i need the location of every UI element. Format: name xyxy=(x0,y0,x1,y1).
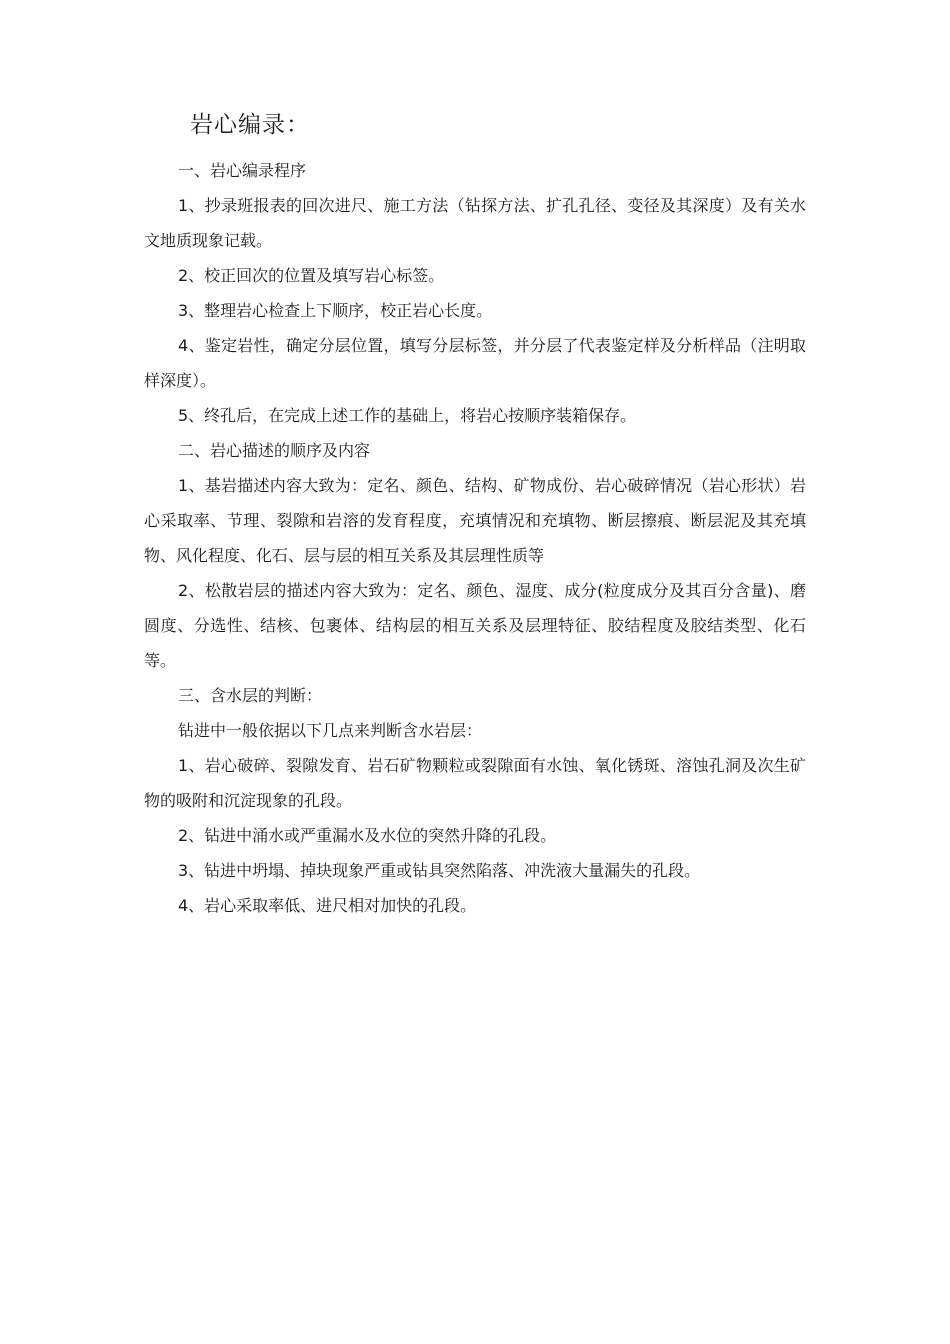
document-body xyxy=(144,153,806,923)
section-heading-2: 二、岩心描述的顺序及内容 xyxy=(178,441,371,460)
document-title: 岩心编录： xyxy=(190,112,310,138)
paragraph: 1、岩心破碎、裂隙发育、岩石矿物颗粒或裂隙面有水蚀、氧化锈斑、溶蚀孔洞及次生矿物的吸附和沉淀现象的孔段。 xyxy=(144,756,806,810)
section-heading-3: 三、含水层的判断： xyxy=(178,686,323,705)
paragraph: 3、整理岩心检查上下顺序，校正岩心长度。 xyxy=(178,301,493,320)
paragraph: 4、岩心采取率低、进尺相对加快的孔段。 xyxy=(178,896,477,915)
paragraph: 2、钻进中涌水或严重漏水及水位的突然升降的孔段。 xyxy=(178,826,557,845)
paragraph: 5、终孔后，在完成上述工作的基础上，将岩心按顺序装箱保存。 xyxy=(178,406,637,425)
paragraph: 2、校正回次的位置及填写岩心标签。 xyxy=(178,266,445,285)
paragraph: 1、基岩描述内容大致为：定名、颜色、结构、矿物成份、岩心破碎情况（岩心形状）岩心采取率、节理、裂隙和岩溶的发育程度，充填情况和充填物、断层擦痕、断层泥及其充填物、风化程度、化石、层与层的相互关系及其层理性质等 xyxy=(144,476,806,565)
paragraph: 1、抄录班报表的回次进尺、施工方法（钻探方法、扩孔孔径、变径及其深度）及有关水文地质现象记载。 xyxy=(144,196,806,250)
section-heading-1: 一、岩心编录程序 xyxy=(178,161,307,180)
paragraph: 钻进中一般依据以下几点来判断含水岩层： xyxy=(178,721,483,740)
paragraph: 3、钻进中坍塌、掉块现象严重或钻具突然陷落、冲洗液大量漏失的孔段。 xyxy=(178,861,701,880)
paragraph: 2、松散岩层的描述内容大致为：定名、颜色、湿度、成分(粒度成分及其百分含量)、磨圆度、分选性、结核、包裹体、结构层的相互关系及层理特征、胶结程度及胶结类型、化石等。 xyxy=(144,581,806,670)
paragraph: 4、鉴定岩性，确定分层位置，填写分层标签，并分层了代表鉴定样及分析样品（注明取样深度）。 xyxy=(144,336,806,390)
